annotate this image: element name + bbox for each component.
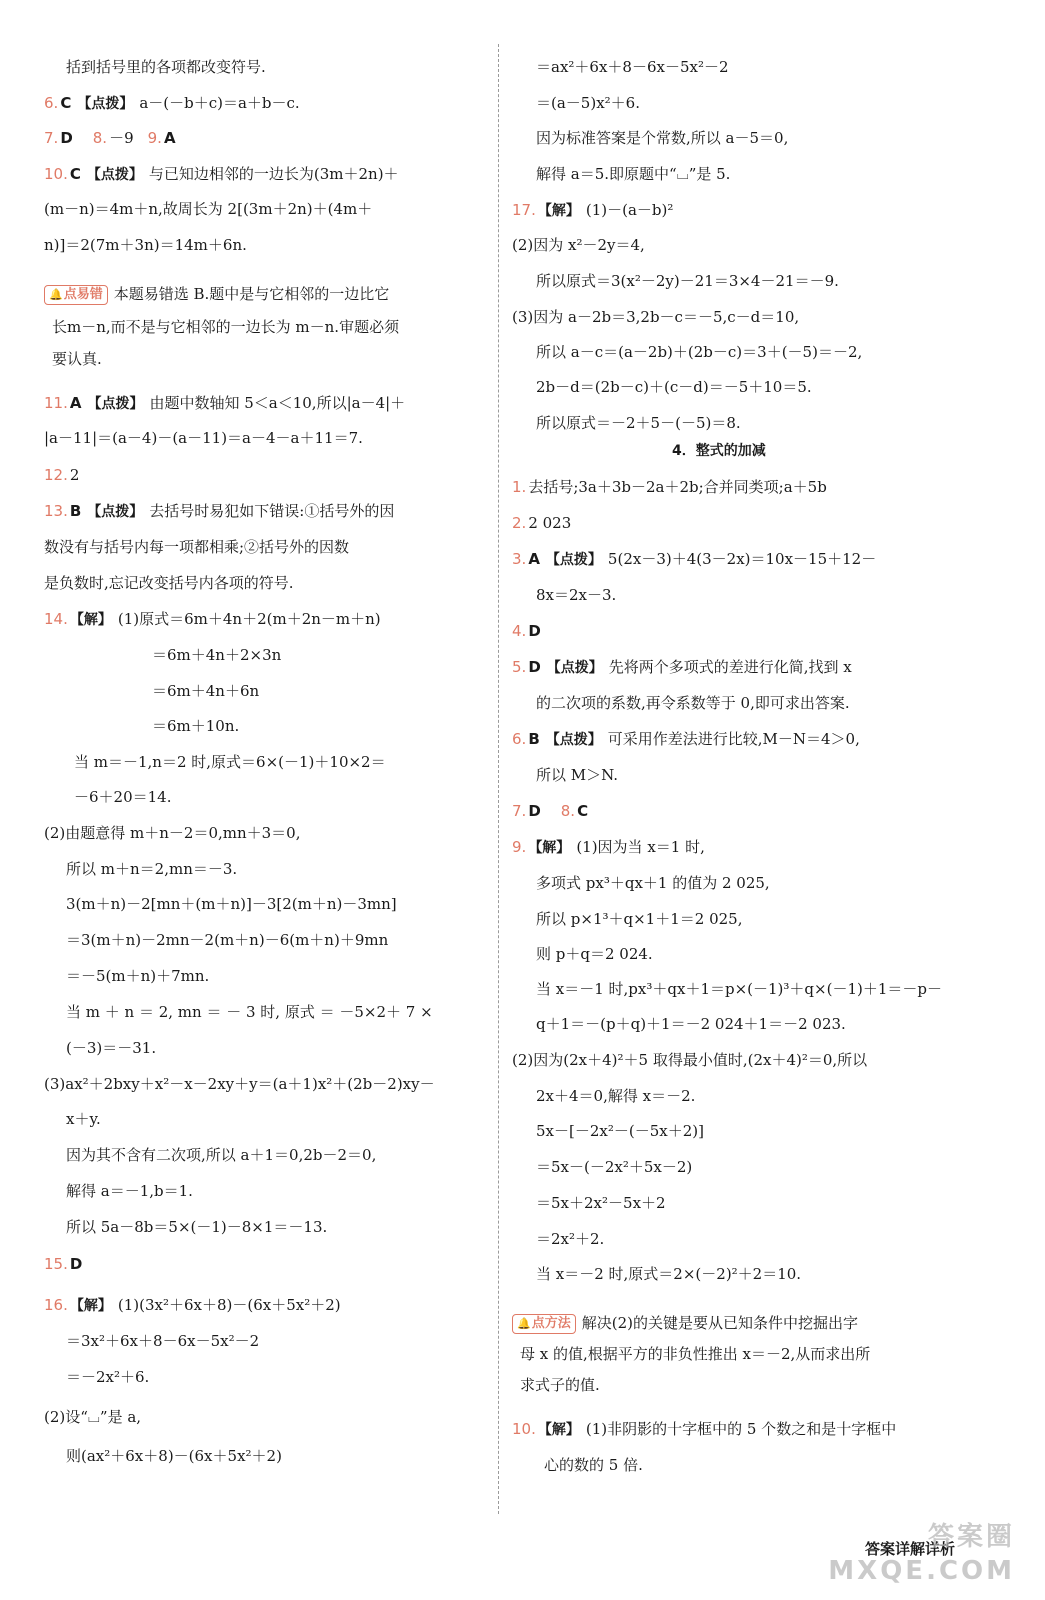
text-line [536,1263,801,1285]
line-text: ＝6m＋4n＋6n [152,682,260,700]
line-text: (1)(3x²＋6x＋8)－(6x＋5x²＋2) [117,1296,341,1314]
line-text: 的二次项的系数,再令系数等于 0,即可求出答案. [536,694,850,712]
text-line [536,341,862,363]
question-number: 12. [44,466,68,484]
text-line [512,199,673,221]
line-text: 3(m＋n)－2[mn＋(m＋n)]－3[2(m＋n)－3mn] [66,895,397,913]
question-number: 3. [512,550,527,568]
text-line [44,536,349,558]
hint-tag: 【点拨】 [545,732,602,748]
text-line [536,92,640,114]
question-number: 1. [512,478,527,496]
text-line [66,893,397,915]
line-text: ＝－2x²＋6. [66,1368,150,1386]
line-text: ＝ax²＋6x＋8－6x－5x²－2 [536,58,729,76]
line-text: (2)由题意得 m＋n－2＝0,mn＋3＝0, [44,824,301,842]
line-text: 所以 M＞N. [536,766,619,784]
text-line [66,1108,101,1130]
answer-choice: A [163,129,176,147]
line-text: 因为其不含有二次项,所以 a＋1＝0,2b－2＝0, [66,1146,377,1164]
answer-choice: C [69,165,81,183]
question-number: 6. [512,730,527,748]
text-line [512,1418,896,1440]
text-line [512,836,705,858]
line-text: 解决(2)的关键是要从已知条件中挖掘出字 [581,1314,858,1332]
text-line [520,1374,600,1396]
question-number: 10. [44,165,68,183]
text-line [512,800,594,822]
line-text: (1)原式＝6m＋4n＋2(m＋2n－m＋n) [117,610,381,628]
text-line [66,1180,193,1202]
text-line [44,234,247,256]
text-line [44,198,372,220]
line-text: q＋1＝－(p＋q)＋1＝－2 024＋1＝－2 023. [536,1015,846,1033]
line-text: 由题中数轴知 5＜a＜10,所以|a－4|＋ [149,394,406,412]
text-line [66,1366,149,1388]
text-line [536,1228,604,1250]
line-text: 则 p＋q＝2 024. [536,945,653,963]
watermark: 答案圈 MXQE.COM [828,1522,1015,1586]
question-number: 16. [44,1296,68,1314]
text-line [536,163,730,185]
tip-label: 点易错 [63,287,103,302]
answer-choice: B [69,502,82,520]
line-text: ＝2x²＋2. [536,1230,605,1248]
line-text: 去括号;3a＋3b－2a＋2b;合并同类项;a＋5b [528,478,827,496]
line-text: (2)设“⌴”是 a, [44,1408,142,1426]
text-line [152,715,239,737]
text-line [52,316,399,338]
text-line [44,392,405,414]
hint-tag: 【点拨】 [545,552,602,568]
text-line [66,1330,259,1352]
text-line [512,728,860,750]
section-title: 4．整式的加减 [672,443,766,459]
line-text: 心的数的 5 倍. [544,1456,643,1474]
line-text: 先将两个多项式的差进行化简,找到 x [608,658,852,676]
text-line [152,680,259,702]
text-line [44,822,301,844]
line-text: 所以 m＋n＝2,mn＝－3. [66,860,238,878]
tip-label: 点方法 [531,1316,571,1331]
line-text: 要认真. [52,350,102,368]
text-line [536,1192,666,1214]
answer-choice: D [528,802,541,820]
inline-answer [93,129,134,147]
hint-tag: 【点拨】 [87,396,144,412]
line-text: (m－n)＝4m＋n,故周长为 2[(3m＋2n)＋(4m＋ [44,200,373,218]
line-text: 本题易错选 B.题中是与它相邻的一边比它 [113,285,390,303]
hint-tag: 【点拨】 [546,660,603,676]
answer-choice: B [528,730,540,748]
question-number: 10. [512,1420,536,1438]
line-text: (1)－(a－b)² [585,201,674,219]
question-number: 4. [512,622,527,640]
question-number: 8. [92,129,108,147]
line-text: 2 [69,466,80,484]
question-number: 7. [44,129,59,147]
answer-choice: D [528,658,541,676]
text-line [44,127,182,149]
line-text: 当 m ＋ n ＝ 2, mn ＝ － 3 时, 原式 ＝ －5×2＋ 7 × [66,1003,433,1021]
hint-tag: 【点拨】 [86,167,143,183]
line-text: 数没有与括号内每一项都相乘;②括号外的因数 [44,538,350,556]
question-number: 5. [512,658,527,676]
answer-choice: C [577,802,589,820]
line-text: 所以 p×1³＋q×1＋1＝2 025, [536,910,743,928]
text-line [536,127,788,149]
line-text: 是负数时,忘记改变括号内各项的符号. [44,574,294,592]
line-text: ＝6m＋10n. [152,717,240,735]
text-line [536,584,616,606]
question-number: 7. [512,802,527,820]
text-line [66,56,266,78]
line-text: n)]＝2(7m＋3n)＝14m＋6n. [44,236,247,254]
answer-choice: C [60,94,72,112]
line-text: (2)因为 x²－2y＝4, [512,236,645,254]
line-text: (3)因为 a－2b＝3,2b－c＝－5,c－d＝10, [512,308,800,326]
line-text: 求式子的值. [520,1376,600,1394]
line-text: －9 [109,129,134,147]
question-number: 14. [44,610,68,628]
text-line [512,234,645,256]
text-line [536,872,770,894]
text-line [544,1454,643,1476]
text-line [44,608,381,630]
line-text: 可采用作差法进行比较,M－N＝4＞0, [607,730,860,748]
text-line [44,1253,88,1275]
question-number: 2. [512,514,527,532]
line-text: x＋y. [66,1110,101,1128]
line-text: 所以 a－c＝(a－2b)＋(2b－c)＝3＋(－5)＝－2, [536,343,863,361]
line-text: －6＋20＝14. [74,788,172,806]
text-line [536,1013,846,1035]
line-text: 8x＝2x－3. [536,586,617,604]
text-line [536,1156,692,1178]
text-line [536,692,850,714]
text-line [512,548,876,570]
text-line [74,751,386,773]
line-text: 5(2x－3)＋4(3－2x)＝10x－15＋12－ [607,550,877,568]
text-line [536,978,942,1000]
question-number: 15. [44,1255,68,1273]
text-line [66,1144,376,1166]
text-line [66,1037,156,1059]
line-text: ＝3x²＋6x＋8－6x－5x²－2 [66,1332,260,1350]
line-text: (2)因为(2x＋4)²＋5 取得最小值时,(2x＋4)²＝0,所以 [512,1051,868,1069]
tip-badge [512,1314,576,1334]
text-line [512,656,852,678]
bell-icon: 🔔 [517,1317,531,1330]
text-line [66,929,388,951]
text-line [512,1049,867,1071]
question-number: 8. [560,802,576,820]
line-text: a－(－b＋c)＝a＋b－c. [139,94,300,112]
question-number: 11. [44,394,68,412]
text-line [44,427,363,449]
line-text: 括到括号里的各项都改变符号. [66,58,266,76]
line-text: (－3)＝－31. [66,1039,157,1057]
hint-tag: 【解】 [69,1298,112,1314]
hint-tag: 【解】 [537,203,580,219]
line-text: 多项式 px³＋qx＋1 的值为 2 025, [536,874,770,892]
line-text: ＝5x－(－2x²＋5x－2) [536,1158,693,1176]
line-text: ＝5x＋2x²－5x＋2 [536,1194,666,1212]
hint-tag: 【点拨】 [77,96,134,112]
answer-choice: A [69,394,82,412]
text-line [536,270,839,292]
line-text: 解得 a＝5.即原题中“⌴”是 5. [536,165,731,183]
question-number: 17. [512,201,536,219]
line-text: ＝6m＋4n＋2×3n [152,646,282,664]
footer-label: 答案详解详析 [864,1540,955,1558]
text-line [536,376,812,398]
text-line [536,943,653,965]
text-line [536,764,618,786]
text-line [52,348,102,370]
text-line [44,163,399,185]
line-text: 去括号时易犯如下错误:①括号外的因 [149,502,395,520]
text-line [512,620,547,642]
inline-answer [148,129,182,147]
text-line [44,1073,435,1095]
column-divider [498,44,499,1514]
text-line [66,965,209,987]
line-text: 2b－d＝(2b－c)＋(c－d)＝－5＋10＝5. [536,378,812,396]
text-line [520,1343,870,1365]
line-text: 5x－[－2x²－(－5x＋2)] [536,1122,704,1140]
text-line [44,1294,341,1316]
text-line [66,1216,327,1238]
inline-answer [561,802,594,820]
line-text: 母 x 的值,根据平方的非负性推出 x＝－2,从而求出所 [520,1345,871,1363]
line-text: 2x＋4＝0,解得 x＝－2. [536,1087,696,1105]
line-text: |a－11|＝(a－4)－(a－11)＝a－4－a＋11＝7. [44,429,363,447]
text-line [512,306,799,328]
line-text: (1)非阴影的十字框中的 5 个数之和是十字框中 [585,1420,897,1438]
line-text: 2 023 [528,514,572,532]
answer-choice: D [60,129,73,147]
line-text: 因为标准答案是个常数,所以 a－5＝0, [536,129,789,147]
text-line [152,644,281,666]
text-line [44,500,394,522]
text-line [536,412,741,434]
line-text: ＝3(m＋n)－2mn－2(m＋n)－6(m＋n)＋9mn [66,931,389,949]
text-line [44,1406,141,1428]
text-line [74,786,172,808]
text-line [44,92,300,114]
bell-icon: 🔔 [49,288,63,301]
line-text: ＝－5(m＋n)＋7mn. [66,967,210,985]
question-number: 9. [512,838,527,856]
line-text: (1)因为当 x＝1 时, [576,838,705,856]
text-line [536,908,742,930]
line-text: 当 m＝－1,n＝2 时,原式＝6×(－1)＋10×2＝ [74,753,386,771]
hint-tag: 【解】 [528,840,571,856]
text-line [536,1120,704,1142]
text-line [512,476,827,498]
line-text: 所以原式＝3(x²－2y)－21＝3×4－21＝－9. [536,272,839,290]
question-number: 13. [44,502,68,520]
question-number: 9. [147,129,162,147]
hint-tag: 【点拨】 [87,504,144,520]
line-text: ＝(a－5)x²＋6. [536,94,640,112]
line-text: 解得 a＝－1,b＝1. [66,1182,193,1200]
line-text: 长m－n,而不是与它相邻的一边长为 m－n.审题必须 [52,318,400,336]
hint-tag: 【解】 [537,1422,580,1438]
answer-choice: D [69,1255,83,1273]
text-line [512,1312,858,1334]
line-text: 则(ax²＋6x＋8)－(6x＋5x²＋2) [66,1447,282,1465]
text-line [512,512,571,534]
text-line [66,1445,282,1467]
text-line [44,464,79,486]
text-line [44,283,389,305]
question-number: 6. [44,94,59,112]
line-text: 所以原式＝－2＋5－(－5)＝8. [536,414,741,432]
text-line [536,1085,695,1107]
answer-choice: D [528,622,541,640]
answer-choice: A [528,550,540,568]
text-line [44,572,294,594]
text-line [66,1001,433,1023]
line-text: (3)ax²＋2bxy＋x²－x－2xy＋y＝(a＋1)x²＋(2b－2)xy－ [44,1075,435,1093]
line-text: 所以 5a－8b＝5×(－1)－8×1＝－13. [66,1218,328,1236]
text-line [536,56,729,78]
line-text: 当 x＝－2 时,原式＝2×(－2)²＋2＝10. [536,1265,802,1283]
text-line [66,858,237,880]
tip-badge [44,285,108,305]
line-text: 与已知边相邻的一边长为(3m＋2n)＋ [148,165,399,183]
line-text: 当 x＝－1 时,px³＋qx＋1＝p×(－1)³＋q×(－1)＋1＝－p－ [536,980,942,998]
hint-tag: 【解】 [69,612,112,628]
